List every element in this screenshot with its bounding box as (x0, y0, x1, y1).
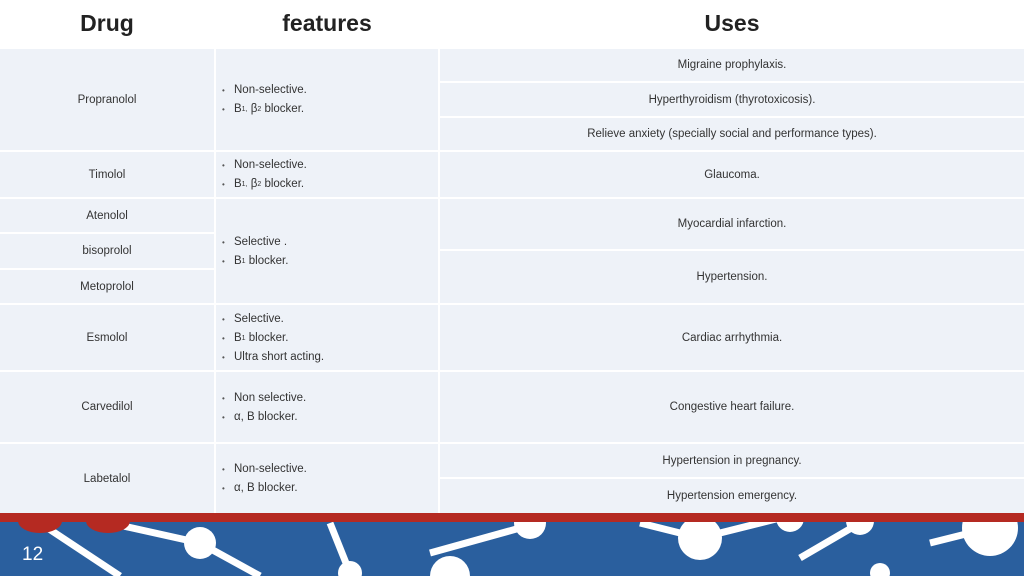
feature-item (222, 479, 307, 498)
beta-b: B (234, 255, 242, 267)
bullet-icon: • (222, 238, 225, 247)
drug-name-atenolol: Atenolol (86, 209, 128, 222)
beta-sub: 1, (241, 106, 248, 113)
feature-item (222, 100, 307, 119)
drug-name-esmolol: Esmolol (86, 331, 128, 344)
feature-text: Non-selective. (234, 84, 307, 96)
features-list-carvedilol (222, 389, 306, 427)
beta-sub: 2 (257, 181, 262, 188)
feature-text: Selective. (234, 313, 284, 325)
bullet-icon: • (222, 315, 225, 324)
feature-text: blocker. (248, 332, 289, 344)
beta-sub: 1 (241, 258, 246, 265)
feature-text: α, B blocker. (234, 482, 298, 494)
use-heart-failure: Congestive heart failure. (669, 401, 795, 413)
bullet-icon: • (222, 161, 225, 170)
feature-text: Selective . (234, 236, 288, 248)
feature-item (222, 310, 324, 329)
header-drug: Drug (0, 0, 214, 47)
feature-text: Non-selective. (234, 159, 307, 171)
feature-item (222, 329, 324, 348)
feature-text: blocker. (264, 103, 305, 115)
bullet-icon: • (222, 334, 225, 343)
features-list-labetalol (222, 460, 307, 498)
red-tabs-decoration (0, 513, 200, 537)
features-list-propranolol (222, 81, 307, 119)
use-cardiac-arrhythmia: Cardiac arrhythmia. (681, 331, 783, 344)
beta-b: B (234, 178, 242, 190)
feature-item (222, 233, 288, 252)
drug-name-bisoprolol: bisoprolol (82, 245, 132, 257)
features-list-timolol (222, 156, 307, 194)
beta-sub: 2 (257, 106, 262, 113)
bullet-icon: • (222, 86, 225, 95)
bullet-icon: • (222, 105, 225, 114)
beta-symbol: β (250, 178, 258, 190)
beta-sub: 1, (241, 181, 248, 188)
drug-name-timolol: Timolol (88, 168, 126, 181)
feature-text: Non selective. (234, 392, 307, 404)
use-glaucoma: Glaucoma. (704, 168, 760, 181)
bullet-icon: • (222, 353, 225, 362)
bullet-icon: • (222, 394, 225, 403)
header-uses: Uses (440, 0, 1024, 47)
use-hypertension: Hypertension. (696, 271, 768, 283)
feature-item (222, 408, 306, 427)
beta-sub: 1 (241, 335, 246, 342)
header-features: features (216, 0, 438, 47)
bullet-icon: • (222, 180, 225, 189)
feature-text: blocker. (248, 255, 289, 267)
feature-item (222, 156, 307, 175)
use-hypertension-pregnancy: Hypertension in pregnancy. (662, 454, 802, 467)
drug-name-propranolol: Propranolol (77, 93, 137, 106)
feature-item (222, 252, 288, 271)
drug-name-carvedilol: Carvedilol (81, 401, 133, 413)
beta-b: B (234, 103, 242, 115)
feature-item (222, 81, 307, 100)
feature-item (222, 460, 307, 479)
features-list-esmolol (222, 310, 324, 367)
bullet-icon: • (222, 465, 225, 474)
bullet-icon: • (222, 413, 225, 422)
feature-text: α, B blocker. (234, 411, 298, 423)
bullet-icon: • (222, 484, 225, 493)
drug-name-labetalol: Labetalol (83, 472, 131, 485)
use-anxiety: Relieve anxiety (specially social and performance types). (587, 128, 877, 140)
beta-symbol: β (250, 103, 258, 115)
feature-text: Non-selective. (234, 463, 307, 475)
feature-item (222, 348, 324, 367)
use-hypertension-emergency: Hypertension emergency. (666, 490, 798, 502)
page-number: 12 (22, 544, 44, 565)
feature-item (222, 389, 306, 408)
use-migraine: Migraine prophylaxis. (677, 59, 787, 71)
features-list-atenolol-group (222, 233, 288, 271)
beta-b: B (234, 332, 242, 344)
use-myocardial-infarction: Myocardial infarction. (677, 218, 787, 230)
feature-text: blocker. (264, 178, 305, 190)
feature-item (222, 175, 307, 194)
drug-name-metoprolol: Metoprolol (80, 280, 134, 293)
feature-text: Ultra short acting. (234, 351, 325, 363)
bullet-icon: • (222, 257, 225, 266)
use-hyperthyroidism: Hyperthyroidism (thyrotoxicosis). (648, 93, 816, 106)
